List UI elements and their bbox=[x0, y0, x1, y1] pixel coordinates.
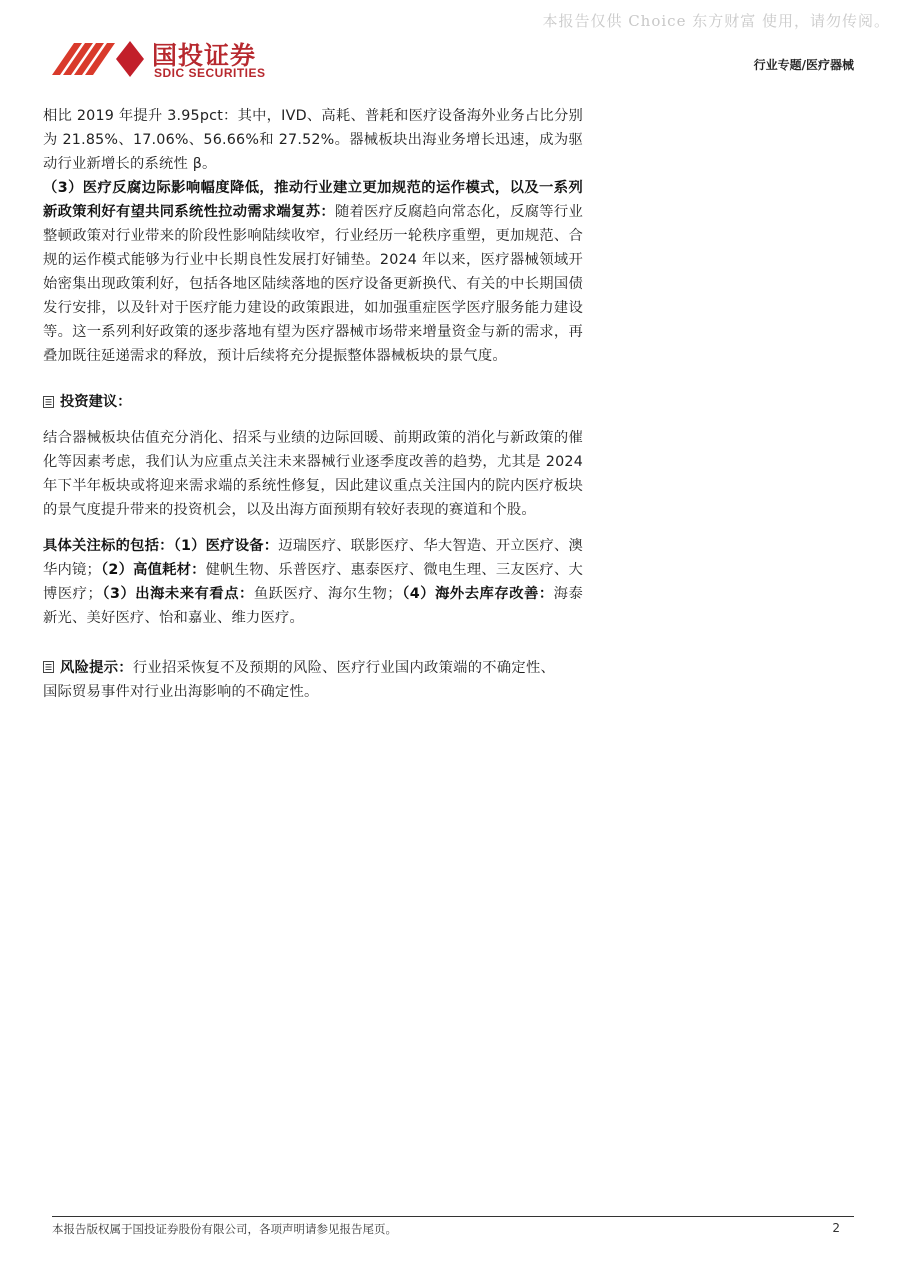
watermark: 本报告仅供 Choice 东方财富 使用，请勿传阅。 bbox=[542, 12, 890, 30]
paragraph-overseas: 相比 2019 年提升 3.95pct：其中，IVD、高耗、普耗和医疗设备海外业务占比分别为 21.85%、17.06%、56.66%和 27.52%。器械板块出海业务增长迅速，成为驱动行业新增长的系统性 β。 bbox=[43, 108, 583, 172]
paragraph-policy bbox=[43, 176, 583, 368]
footer-divider bbox=[52, 1216, 854, 1217]
paragraph-risk bbox=[43, 656, 555, 704]
report-body bbox=[43, 104, 583, 704]
brand-name-cn: 国投证券 bbox=[152, 41, 257, 70]
invest-heading bbox=[43, 390, 583, 414]
document-icon bbox=[43, 396, 54, 408]
policy-heading: （3）医疗反腐边际影响幅度降低，推动行业建立更加规范的运作模式，以及一系列新政策利好有望共同系统性拉动需求端复苏： bbox=[43, 180, 583, 220]
risk-heading: 风险提示： bbox=[60, 660, 133, 676]
policy-text: 随着医疗反腐趋向常态化，反腐等行业整顿政策对行业带来的阶段性影响陆续收窄，行业经历一轮秩序重塑，更加规范、合规的运作模式能够为行业中长期良性发展打好铺垫。2024 年以来，医疗器械领域开始密集出现政策利好，包括各地区陆续落地的医疗设备更新换代、有关的中长期国债发行安排，以及针对于医疗能力建设的政策跟进，如加强重症医学医疗服务能力建设等。这一系列利好政策的逐步落地有望为医疗器械市场带来增量资金与新的需求，再叠加既往延递需求的释放，预计后续将充分提振整体器械板块的景气度。 bbox=[43, 204, 584, 364]
targets-c1-list: 迈瑞医疗、联影医疗、华大智造、开立医疗、澳华内镜； bbox=[43, 538, 583, 578]
targets-c4-list: 海泰新光、美好医疗、怡和嘉业、维力医疗。 bbox=[43, 586, 583, 626]
footer-disclaimer: 本报告版权属于国投证券股份有限公司，各项声明请参见报告尾页。 bbox=[52, 1222, 397, 1236]
brand-name-en: SDIC SECURITIES bbox=[154, 66, 266, 80]
document-icon bbox=[43, 661, 54, 673]
targets-c3-list: 鱼跃医疗、海尔生物； bbox=[253, 586, 402, 602]
risk-text: 行业招采恢复不及预期的风险、医疗行业国内政策端的不确定性、国际贸易事件对行业出海影响的不确定性。 bbox=[43, 660, 556, 700]
targets-c2-list: 健帆生物、乐普医疗、惠泰医疗、微电生理、三友医疗、大博医疗； bbox=[43, 562, 583, 602]
targets-c2-label: （2）高值耗材： bbox=[101, 562, 206, 578]
targets-c4-label: （4）海外去库存改善： bbox=[401, 586, 554, 602]
paragraph-targets bbox=[43, 534, 583, 630]
report-section-label: 行业专题/医疗器械 bbox=[753, 58, 854, 72]
targets-lead: 具体关注标的包括： bbox=[43, 538, 174, 554]
page-number: 2 bbox=[832, 1221, 840, 1235]
paragraph-invest: 结合器械板块估值充分消化、招采与业绩的边际回暖、前期政策的消化与新政策的催化等因素考虑，我们认为应重点关注未来器械行业逐季度改善的趋势，尤其是 2024 年下半年板块或将迎来需求端的系统性修复，因此建议重点关注国内的院内医疗板块的景气度提升带来的投资机会，以及出海方面预期有较好表现的赛道和个股。 bbox=[43, 430, 583, 518]
targets-c1-label: （1）医疗设备： bbox=[173, 538, 279, 554]
targets-c3-label: （3）出海未来有看点： bbox=[101, 586, 254, 602]
invest-heading-text: 投资建议： bbox=[60, 394, 132, 410]
